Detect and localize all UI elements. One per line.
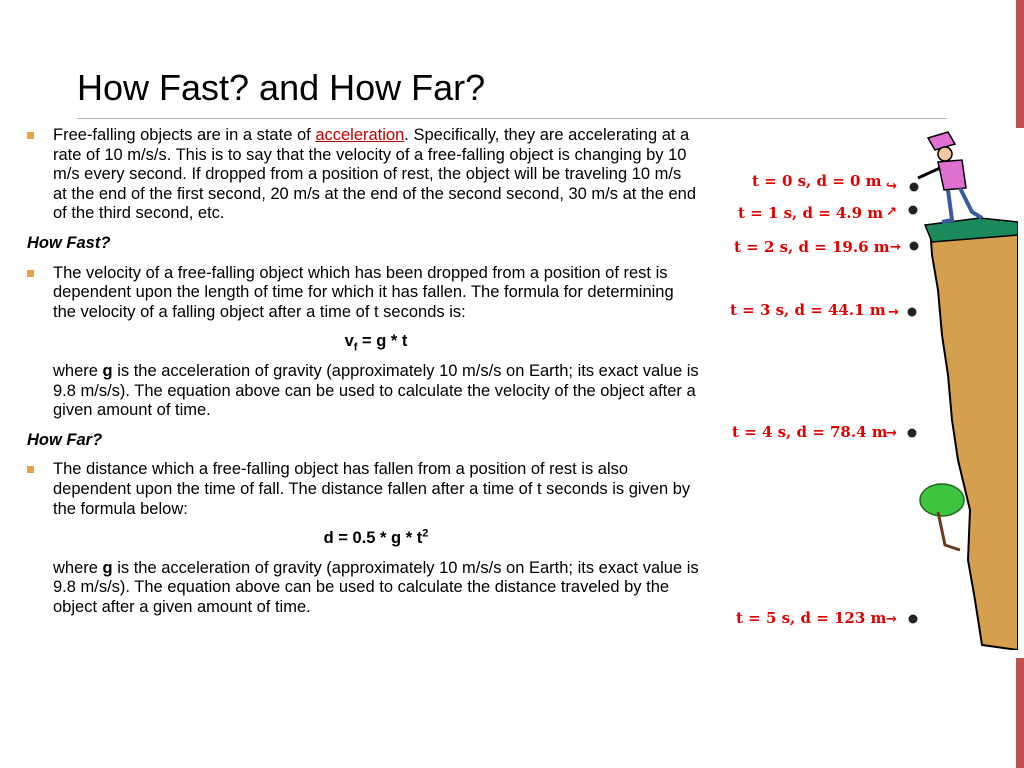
distance-bullet — [27, 460, 699, 519]
fall-position-2 — [734, 238, 919, 256]
svg-text:t = 3 s, d = 44.1 m: t = 3 s, d = 44.1 m — [730, 301, 886, 319]
svg-text:↪: ↪ — [886, 179, 897, 194]
fall-position-0 — [752, 172, 919, 194]
intro-text-end: . Specifically, they are accelerating at a rate of 10 m/s/s. This is to say that the velocity of a free-falling object is changing by 10 m/s every second. If dropped from a position of rest, the object will be traveling 10 m/s at the end of the first second, 20 m/s at the end of the second second, 30 m/s at the end of the third second, etc. — [53, 126, 696, 223]
svg-text:→: → — [886, 612, 897, 627]
distance-explanation: where g is the acceleration of gravity (approximately 10 m/s/s on Earth; its exact value is 9.8 m/s/s). The equation above can be used to calculate the distance traveled by the object after a given amount of time. — [53, 558, 699, 616]
fall-position-1 — [738, 204, 918, 222]
tree-icon — [920, 484, 964, 550]
ball-icon — [909, 206, 918, 215]
ball-icon — [910, 183, 919, 192]
svg-text:↗: ↗ — [886, 205, 897, 220]
svg-text:→: → — [890, 240, 901, 255]
accent-bar-top — [1016, 0, 1024, 128]
ball-icon — [909, 615, 918, 624]
velocity-bullet — [27, 264, 699, 323]
intro-text-start: Free-falling objects are in a state of — [53, 126, 316, 144]
acceleration-link[interactable]: acceleration — [315, 126, 405, 144]
accent-bar-bottom — [1016, 658, 1024, 768]
title-divider — [77, 118, 947, 119]
free-fall-cliff-illustration — [720, 130, 1018, 650]
fall-position-5 — [736, 609, 918, 627]
fall-position-3 — [730, 301, 917, 320]
ball-icon — [908, 429, 917, 438]
how-far-heading: How Far? — [27, 430, 103, 449]
svg-text:→: → — [888, 305, 899, 320]
cliff — [930, 225, 1018, 650]
intro-bullet — [27, 126, 699, 224]
svg-text:t = 1 s, d = 4.9 m: t = 1 s, d = 4.9 m — [738, 204, 884, 222]
ball-icon — [910, 242, 919, 251]
how-fast-heading: How Fast? — [27, 233, 111, 252]
fall-position-4 — [732, 423, 917, 441]
ball-icon — [908, 308, 917, 317]
bullet-marker-icon — [27, 466, 34, 473]
velocity-explanation: where g is the acceleration of gravity (approximately 10 m/s/s on Earth; its exact value is 9.8 m/s/s). The equation above can be used to calculate the velocity of the object after a given amount of time. — [53, 361, 699, 420]
svg-text:t = 5 s, d = 123 m: t = 5 s, d = 123 m — [736, 609, 887, 627]
slide-body — [27, 126, 699, 627]
velocity-text: The velocity of a free-falling object which has been dropped from a position of rest is dependent upon the length of time for which it has fallen. The formula for determining the velocity of a falling object after a time of t seconds is: — [53, 263, 674, 321]
svg-text:t = 0 s, d = 0 m: t = 0 s, d = 0 m — [752, 172, 882, 190]
svg-text:→: → — [886, 426, 897, 441]
slide-title: How Fast? and How Far? — [77, 67, 486, 108]
svg-text:t = 2 s, d = 19.6 m: t = 2 s, d = 19.6 m — [734, 238, 890, 256]
bullet-marker-icon — [27, 270, 34, 277]
distance-text: The distance which a free-falling object has fallen from a position of rest is also dependent upon the time of fall. The distance fallen after a time of t seconds is given by the formula below: — [53, 460, 691, 518]
svg-text:t = 4 s, d = 78.4 m: t = 4 s, d = 78.4 m — [732, 423, 888, 441]
bullet-marker-icon — [27, 132, 34, 139]
velocity-formula: $v_f = g * t$ — [344, 332, 408, 354]
person-icon — [918, 132, 982, 222]
distance-formula: $d = 0.5 * g * t^2$ — [323, 527, 429, 548]
